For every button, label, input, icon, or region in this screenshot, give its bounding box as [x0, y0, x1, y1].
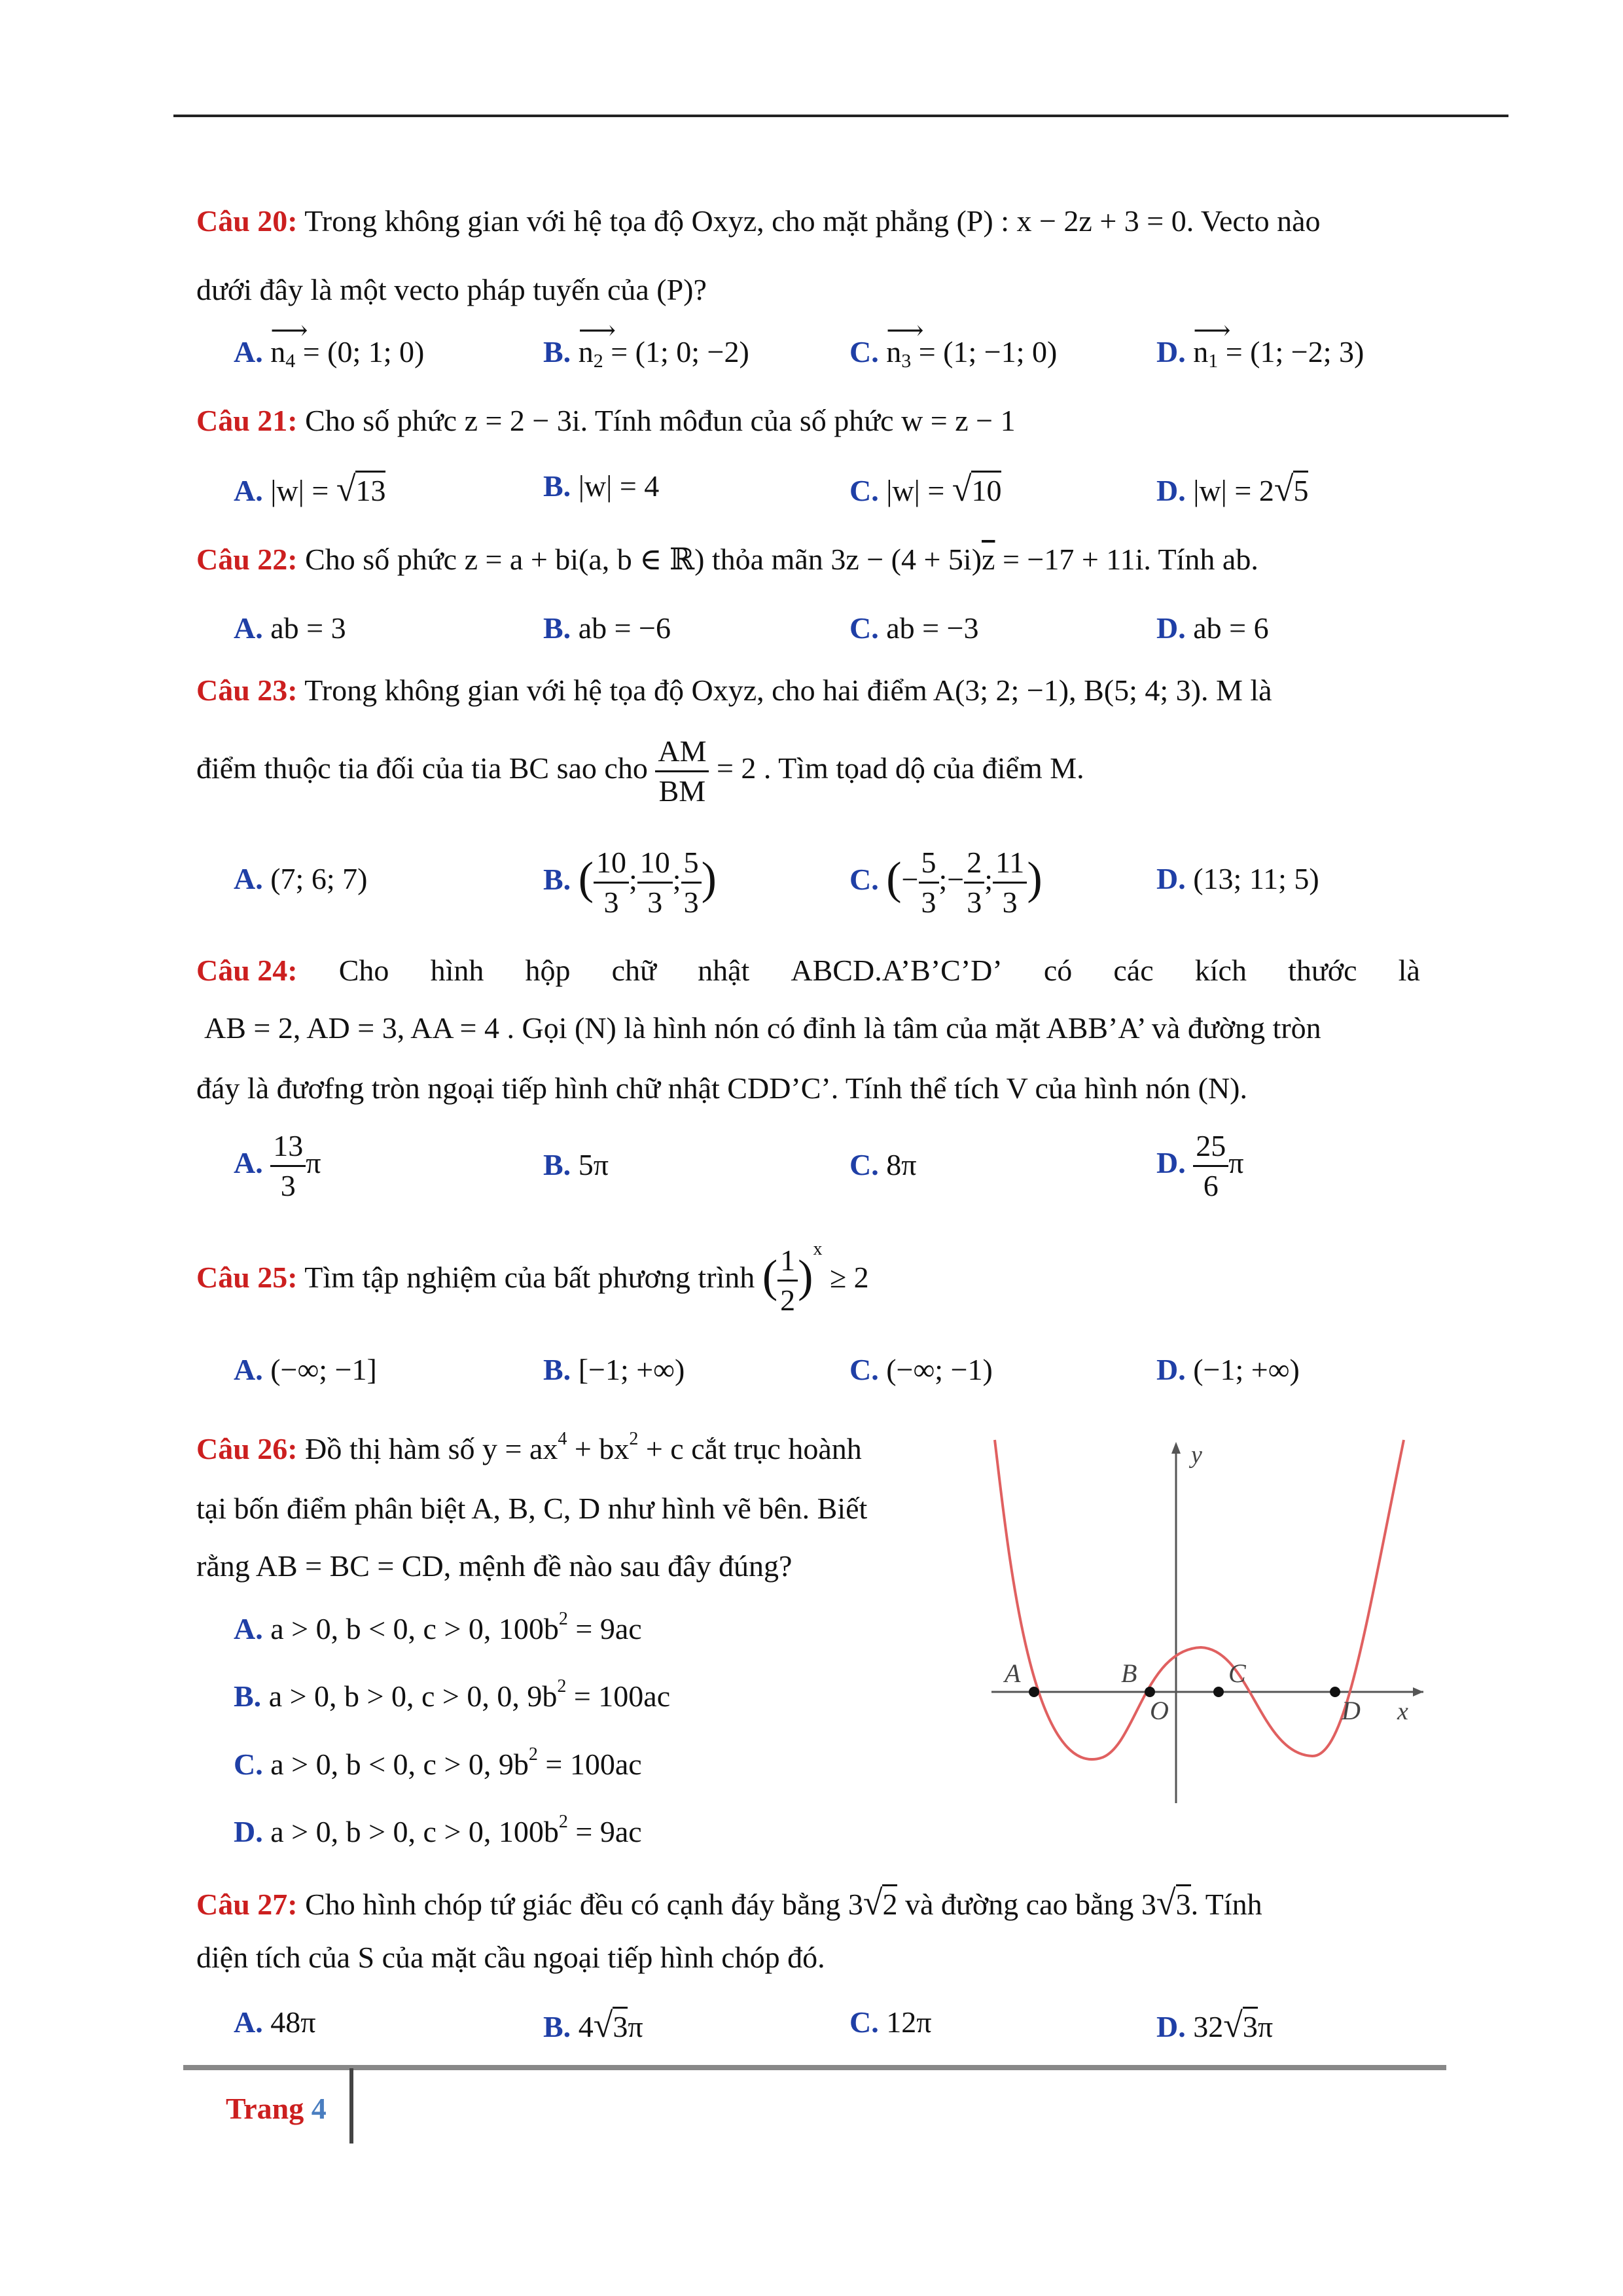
option-label: A. — [234, 1353, 263, 1386]
option-value: = (1; −1; 0) — [918, 335, 1058, 368]
option-value: = (0; 1; 0) — [302, 335, 425, 368]
coefficient: 2 — [1258, 474, 1274, 507]
q26-option-b: B. a > 0, b > 0, c > 0, 0, $9b^2 = 100ac$ — [234, 1676, 671, 1713]
point-d-dot — [1330, 1687, 1340, 1697]
q23-option-a — [234, 864, 367, 894]
q20-text2: . Vecto nào — [1186, 204, 1321, 238]
q22-text3: . Tính ab. — [1143, 543, 1258, 576]
q21-number: Câu 21: — [196, 404, 298, 437]
footer-divider — [349, 2068, 353, 2144]
sqrt: √2 — [863, 1883, 898, 1922]
q27-option-c — [849, 2007, 931, 2037]
q23-option-c: C. (− $\frac{5}{3}$ ;− $\frac{2}{3}$ ; $\frac{11}{3}$ ) — [849, 846, 1043, 919]
q27-text3: . Tính — [1190, 1888, 1262, 1921]
q26-line3: rằng AB = BC = CD, mệnh đề nào sau đây đúng? — [196, 1549, 793, 1583]
vector-subscript: 1 — [1208, 350, 1219, 372]
q25-option-b — [543, 1355, 685, 1385]
option-label: C. — [849, 1148, 879, 1181]
q24-option-a: A. $\frac{13}{3}$ π — [234, 1129, 321, 1202]
option-label: D. — [1156, 1146, 1186, 1180]
footer-rule — [183, 2065, 1446, 2070]
q22-option-d — [1156, 613, 1269, 643]
option-value: 8π — [886, 1148, 917, 1181]
q22-number: Câu 22: — [196, 543, 298, 576]
page-number: 4 — [311, 2092, 327, 2125]
origin-label: O — [1150, 1696, 1169, 1725]
q23-text2: . M là — [1200, 673, 1272, 707]
point-a-dot — [1029, 1687, 1039, 1697]
q27-text2: và đường cao bằng — [904, 1888, 1134, 1921]
vector-n3: ⟶ n — [886, 315, 924, 368]
option-value: (7; 6; 7) — [270, 862, 368, 895]
option-value: 12π — [886, 2005, 932, 2039]
option-label: D. — [1156, 862, 1186, 895]
option-value: (−∞; −1] — [270, 1353, 377, 1386]
option-label: C. — [849, 474, 879, 507]
q24-option-c — [849, 1150, 916, 1180]
sqrt: √13 — [336, 469, 386, 509]
option-value: 4 — [644, 469, 660, 503]
q21-option-a — [234, 471, 385, 507]
option-value: (−∞; −1) — [886, 1353, 993, 1386]
option-value: 5π — [578, 1148, 609, 1181]
option-value: = (1; −2; 3) — [1225, 335, 1364, 368]
q25-rhs: ≥ 2 — [829, 1261, 869, 1294]
point-b-label: B — [1121, 1659, 1137, 1688]
option-label: A. — [234, 2005, 263, 2039]
q23-fraction: $\frac{AM}{BM}$ — [655, 736, 709, 806]
option-label: C. — [849, 611, 879, 645]
q22-option-a — [234, 613, 346, 643]
q20-option-d — [1156, 315, 1364, 372]
x-axis-arrow-icon — [1413, 1687, 1423, 1696]
q23-number: Câu 23: — [196, 673, 298, 707]
q22-eq-part1: 3z − (4 + 5i) — [830, 543, 982, 576]
option-label: B. — [543, 2010, 571, 2043]
option-label: A. — [234, 474, 263, 507]
q20-option-a — [234, 315, 425, 372]
option-label: B. — [543, 611, 571, 645]
q24-line3: đáy là đươfng tròn ngoại tiếp hình chữ nhật CDD’C’. Tính thể tích V của hình nón (N). — [196, 1071, 1247, 1105]
option-label: B. — [543, 863, 571, 897]
q25-number: Câu 25: — [196, 1261, 298, 1294]
q26-line2: tại bốn điểm phân biệt A, B, C, D như hình vẽ bên. Biết — [196, 1492, 868, 1525]
q25-option-c — [849, 1355, 993, 1385]
q21-line1 — [196, 406, 1016, 436]
pi: π — [1228, 1146, 1244, 1180]
option-value: ab = 6 — [1193, 611, 1269, 645]
q26-text1: Đồ thị hàm số — [305, 1432, 475, 1465]
q23-points: A(3; 2; −1), B(5; 4; 3) — [933, 673, 1201, 707]
sqrt: √3 — [1223, 2005, 1258, 2045]
x-axis-label: x — [1397, 1698, 1408, 1725]
sqrt: √5 — [1274, 469, 1309, 509]
q21-text1: Cho số phức — [305, 404, 457, 437]
sqrt: √3 — [593, 2005, 628, 2045]
q22-option-b — [543, 613, 671, 643]
q20-option-c — [849, 315, 1058, 372]
q22-conjugate-z: $\overline{z}$ — [982, 543, 995, 576]
q21-text2: . Tính môđun của số phức — [580, 404, 894, 437]
option-label: A. — [234, 862, 263, 895]
modulus-prefix: |w| = — [1193, 474, 1252, 507]
q25-option-a — [234, 1355, 377, 1385]
option-label: B. — [543, 1353, 571, 1386]
q24-option-b — [543, 1150, 609, 1180]
q27-text1: Cho hình chóp tứ giác đều có cạnh đáy bằng — [305, 1888, 841, 1921]
exponent: x — [813, 1239, 823, 1259]
option-label: D. — [1156, 611, 1186, 645]
q27-option-a — [234, 2007, 315, 2037]
q23-text1: Trong không gian với hệ tọa độ Oxyz, cho hai điểm — [304, 673, 927, 707]
option-label: D. — [1156, 2010, 1186, 2043]
vector-subscript: 3 — [901, 350, 912, 372]
q23-line2a: điểm thuộc tia đối của tia BC sao cho — [196, 751, 648, 785]
modulus-prefix: |w| = — [578, 469, 637, 503]
option-value: (13; 11; 5) — [1193, 862, 1319, 895]
q27-line2: diện tích của S của mặt cầu ngoại tiếp hình chóp đó. — [196, 1941, 825, 1974]
vector-n4: ⟶ n — [270, 315, 308, 368]
q23-line2b: = 2 . Tìm tọad dộ của điểm M. — [716, 751, 1084, 785]
q21-z: z = 2 − 3i — [464, 404, 580, 437]
option-label: B. — [234, 1679, 262, 1713]
q20-text1: Trong không gian với hệ tọa độ Oxyz, cho mặt phẳng — [304, 204, 949, 238]
q22-text2: thỏa mãn — [711, 543, 823, 576]
q23-option-d — [1156, 864, 1319, 894]
q24-line1: Câu 24: Cho hình hộp chữ nhật ABCD.A’B’C’D’ có các kích thước là — [196, 954, 1420, 987]
sqrt: √10 — [952, 469, 1002, 509]
option-value: = (1; 0; −2) — [611, 335, 749, 368]
option-label: C. — [849, 2005, 879, 2039]
pi: π — [306, 1146, 321, 1180]
q22-line1 — [196, 545, 1258, 575]
option-label: A. — [234, 1612, 263, 1645]
q26-option-a: A. a > 0, b < 0, c > 0, $100b^2 = 9ac$ — [234, 1609, 642, 1645]
option-label: D. — [1156, 1353, 1186, 1386]
q26-equality: AB = BC = CD — [255, 1549, 444, 1583]
q25-text1: Tìm tập nghiệm của bất phương trình — [304, 1261, 755, 1294]
option-label: B. — [543, 469, 571, 503]
point-d-label: D — [1342, 1696, 1361, 1725]
vector-subscript: 2 — [593, 350, 603, 372]
option-label: A. — [234, 611, 263, 645]
option-label: B. — [543, 1148, 571, 1181]
q26-option-c: C. a > 0, b < 0, c > 0, $9b^2 = 100ac$ — [234, 1744, 642, 1781]
q27-option-d: D. 32√3π — [1156, 2005, 1274, 2045]
footer-label: Trang — [226, 2092, 304, 2125]
sqrt: √3 — [1156, 1883, 1191, 1922]
q22-option-c — [849, 613, 979, 643]
q22-z: z = a + bi(a, b ∈ ℝ) — [464, 543, 705, 576]
option-label: C. — [849, 1353, 879, 1386]
q21-option-b — [543, 471, 659, 501]
point-a-label: A — [1005, 1659, 1021, 1688]
q27-line1: Câu 27: Cho hình chóp tứ giác đều có cạnh đáy bằng 3√2 và đường cao bằng 3√3. Tính — [196, 1883, 1262, 1922]
q26-graph — [978, 1437, 1436, 1810]
q20-option-b — [543, 315, 749, 372]
y-axis-label: y — [1191, 1441, 1202, 1469]
vector-n1: ⟶ n — [1193, 315, 1231, 368]
q27-option-b: B. 4√3π — [543, 2005, 643, 2045]
q20-plane-equation: (P) : x − 2z + 3 = 0 — [956, 204, 1186, 238]
q27-number: Câu 27: — [196, 1888, 298, 1921]
vector-n2: ⟶ n — [578, 315, 616, 368]
option-label: B. — [543, 335, 571, 368]
y-axis-arrow-icon — [1171, 1442, 1181, 1454]
q21-option-d — [1156, 471, 1308, 507]
q24-option-d: D. $\frac{25}{6}$ π — [1156, 1129, 1244, 1202]
q20-number: Câu 20: — [196, 204, 298, 238]
q22-eq-part3: = −17 + 11i — [1002, 543, 1144, 576]
option-value: 48π — [270, 2005, 316, 2039]
q23-option-b: B. ( $\frac{10}{3}$ ; $\frac{10}{3}$ ; $\frac{5}{3}$ ) — [543, 846, 717, 919]
q26-number: Câu 26: — [196, 1432, 298, 1465]
option-value: (−1; +∞) — [1193, 1353, 1300, 1386]
q24-number: Câu 24: — [196, 954, 298, 987]
page-footer — [226, 2091, 327, 2126]
modulus-prefix: |w| = — [886, 474, 945, 507]
q26-function: y = ax — [482, 1432, 558, 1465]
option-value: ab = 3 — [270, 611, 346, 645]
header-rule — [173, 115, 1508, 117]
option-label: D. — [234, 1815, 263, 1848]
option-label: D. — [1156, 335, 1186, 368]
point-c-label: C — [1228, 1659, 1246, 1688]
option-label: C. — [849, 863, 879, 897]
q20-line2: dưới đây là một vecto pháp tuyến của (P)? — [196, 273, 707, 306]
q21-w: w = z − 1 — [901, 404, 1016, 437]
point-c-dot — [1213, 1687, 1224, 1697]
q22-text1: Cho số phức — [305, 543, 457, 576]
option-label: A. — [234, 335, 263, 368]
q20-line1 — [196, 206, 1321, 236]
option-value: [−1; +∞) — [578, 1353, 685, 1386]
option-label: C. — [849, 335, 879, 368]
q25-line1: Câu 25: Tìm tập nghiệm của bất phương trình ( $\frac{1}{2}$ )$^x$ ≥ 2 — [196, 1239, 869, 1317]
q25-option-d — [1156, 1355, 1300, 1385]
q21-option-c — [849, 471, 1001, 507]
q23-line1 — [196, 675, 1272, 706]
q26-line1: Câu 26: Đồ thị hàm số $y = ax^4 + bx^2 + c$ cắt trục hoành — [196, 1429, 862, 1465]
q24-line2: AB = 2, AD = 3, AA = 4 . Gọi (N) là hình nón có đỉnh là tâm của mặt ABB’A’ và đường tròn — [204, 1011, 1321, 1045]
option-label: D. — [1156, 474, 1186, 507]
option-label: A. — [234, 1146, 263, 1180]
option-value: ab = −6 — [578, 611, 671, 645]
modulus-prefix: |w| = — [270, 474, 329, 507]
q26-option-d: D. a > 0, b > 0, c > 0, $100b^2 = 9ac$ — [234, 1812, 642, 1848]
vector-subscript: 4 — [285, 350, 296, 372]
option-label: C. — [234, 1748, 263, 1781]
option-value: ab = −3 — [886, 611, 979, 645]
q23-line2 — [196, 736, 1084, 806]
